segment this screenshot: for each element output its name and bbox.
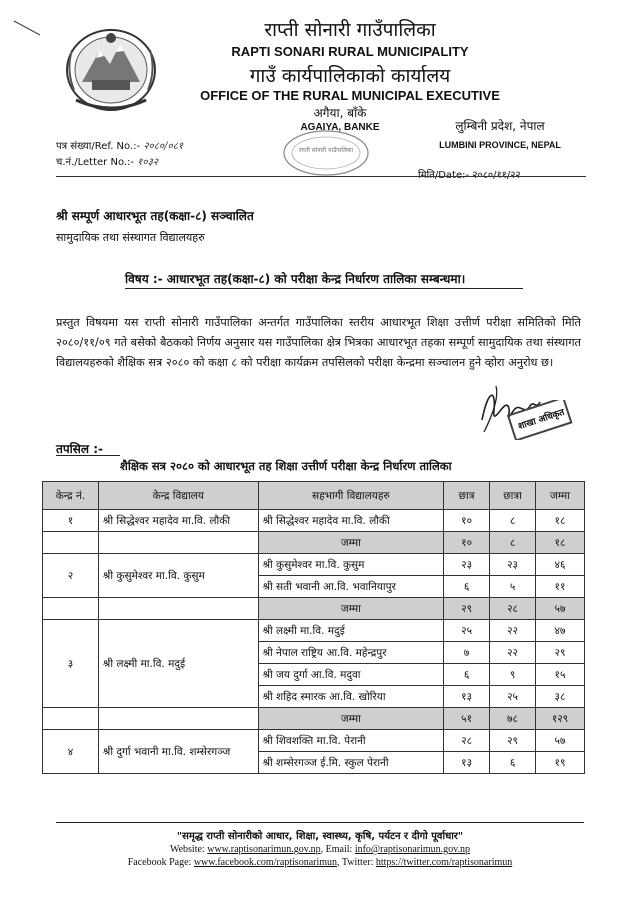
center-school: श्री सिद्धेश्वर महादेव मा.वि. लौकी xyxy=(98,510,258,532)
total-count: ११ xyxy=(536,576,585,598)
subtotal-row xyxy=(43,532,585,554)
center-no: ३ xyxy=(43,620,99,708)
boys-count: ६ xyxy=(444,664,490,686)
subtotal-girls: २८ xyxy=(490,598,536,620)
table-title: शैक्षिक सत्र २०८० को आधारभूत तह शिक्षा उत्तीर्ण परीक्षा केन्द्र निर्धारण तालिका xyxy=(120,459,452,473)
office-stamp-text: राप्ती सोनारी गाउँपालिका xyxy=(298,147,354,154)
header-participating-schools: सहभागी विद्यालयहरु xyxy=(258,482,444,510)
office-name-nepali: गाउँ कार्यपालिकाको कार्यालय xyxy=(249,65,451,87)
participating-school: श्री शिवशक्ति मा.वि. पेरानी xyxy=(258,730,444,752)
center-no: १ xyxy=(43,510,99,532)
municipality-name-nepali: राप्ती सोनारी गाउँपालिका xyxy=(264,19,436,41)
reference-value: २०८०/०८१ xyxy=(143,141,184,152)
girls-count: ५ xyxy=(490,576,536,598)
table-row xyxy=(43,510,585,532)
subject-underline xyxy=(125,288,523,289)
total-count: ४६ xyxy=(536,554,585,576)
subtotal-boys: २९ xyxy=(444,598,490,620)
girls-count: २९ xyxy=(490,730,536,752)
date-value: २०८०/११/२२ xyxy=(472,170,521,181)
subtotal-label: जम्मा xyxy=(258,598,444,620)
boys-count: २८ xyxy=(444,730,490,752)
girls-count: २५ xyxy=(490,686,536,708)
participating-school: श्री लक्ष्मी मा.वि. मदुई xyxy=(258,620,444,642)
email-link[interactable]: info@raptisonarimun.gov.np xyxy=(354,844,471,855)
participating-school: श्री सती भवानी आ.वि. भवानियापुर xyxy=(258,576,444,598)
girls-count: ८ xyxy=(490,510,536,532)
facebook-label: Facebook Page: xyxy=(127,857,192,868)
recipient-line-1: श्री सम्पूर्ण आधारभूत तह(कक्षा-८) सञ्चालित xyxy=(56,209,254,223)
girls-count: २३ xyxy=(490,554,536,576)
table-row xyxy=(43,730,585,752)
footer-contact-line xyxy=(56,844,584,855)
total-count: ४७ xyxy=(536,620,585,642)
twitter-label: , Twitter: xyxy=(337,857,374,868)
boys-count: १० xyxy=(444,510,490,532)
letter-value: १०३२ xyxy=(137,157,159,168)
reference-label: पत्र संख्या/Ref. No.:- xyxy=(56,141,141,152)
letter-subject: विषय :- आधारभूत तह(कक्षा-८) को परीक्षा केन्द्र निर्धारण तालिका सम्बन्धमा। xyxy=(125,272,466,286)
recipient-line-2: सामुदायिक तथा संस्थागत विद्यालयहरु xyxy=(56,231,205,244)
subtotal-label: जम्मा xyxy=(258,532,444,554)
header-divider xyxy=(56,176,586,177)
girls-count: २२ xyxy=(490,642,536,664)
center-school: श्री कुसुमेश्वर मा.वि. कुसुम xyxy=(98,554,258,598)
details-label: तपसिल :- xyxy=(56,442,103,456)
center-school: श्री दुर्गा भवानी मा.वि. शम्सेरगञ्ज xyxy=(98,730,258,774)
total-count: १८ xyxy=(536,510,585,532)
footer-divider xyxy=(56,822,584,823)
girls-count: २२ xyxy=(490,620,536,642)
address-nepali: अगैया, बाँके xyxy=(313,106,367,120)
header-total: जम्मा xyxy=(536,482,585,510)
details-underline xyxy=(56,455,120,456)
subtotal-total: १२९ xyxy=(536,708,585,730)
reference-number xyxy=(56,138,183,152)
website-label: Website: xyxy=(169,844,205,855)
center-no: २ xyxy=(43,554,99,598)
subtotal-row xyxy=(43,708,585,730)
subtotal-label: जम्मा xyxy=(258,708,444,730)
footer-social-line xyxy=(40,857,600,868)
province-nepali: लुम्बिनी प्रदेश, नेपाल xyxy=(455,119,545,133)
exam-center-table xyxy=(42,481,585,774)
letter-number xyxy=(56,154,158,168)
participating-school: श्री नेपाल राष्ट्रिय आ.वि. महेन्द्रपुर xyxy=(258,642,444,664)
boys-count: २५ xyxy=(444,620,490,642)
subtotal-boys: १० xyxy=(444,532,490,554)
letter-body-paragraph: प्रस्तुत विषयमा यस राप्ती सोनारी गाउँपालिका अन्तर्गत गाउँपालिका स्तरीय आधारभूत शिक्षा उत्तीर्ण परीक्षा समितिको मिति २०८०/११/०९ गते बसेको बैठकको निर्णय अनुसार यस गाउँपालिका क्षेत्र भित्रका आधारभूत तहका सम्पूर्ण सामुदायिक तथा संस्थागत विद्यालयहरुको शैक्षिक सत्र २०८० को कक्षा ८ को परीक्षा कार्यक्रम तपसिलको परीक्षा केन्द्रमा सञ्चालन हुने व्होरा अनुरोध छ। xyxy=(56,316,581,369)
header-girls: छात्रा xyxy=(490,482,536,510)
letter-date xyxy=(418,167,521,181)
total-count: ३८ xyxy=(536,686,585,708)
participating-school: श्री शहिद स्मारक आ.वि. खोरिया xyxy=(258,686,444,708)
header-center-school: केन्द्र विद्यालय xyxy=(98,482,258,510)
twitter-link[interactable]: https://twitter.com/raptisonarimun xyxy=(375,857,513,868)
subtotal-total: ५७ xyxy=(536,598,585,620)
letter-label: च.नं./Letter No.:- xyxy=(56,157,135,168)
table-row xyxy=(43,554,585,576)
center-no: ४ xyxy=(43,730,99,774)
email-label: , Email: xyxy=(320,844,353,855)
total-count: ५७ xyxy=(536,730,585,752)
header-center-no: केन्द्र नं. xyxy=(43,482,99,510)
girls-count: ६ xyxy=(490,752,536,774)
boys-count: ७ xyxy=(444,642,490,664)
boys-count: १३ xyxy=(444,686,490,708)
subtotal-row xyxy=(43,598,585,620)
participating-school: श्री जय दुर्गा आ.वि. मदुवा xyxy=(258,664,444,686)
total-count: २९ xyxy=(536,642,585,664)
footer-motto: "समृद्ध राप्ती सोनारीको आधार, शिक्षा, स्वास्थ्य, कृषि, पर्यटन र दीगो पूर्वाधार" xyxy=(176,831,464,842)
subtotal-total: १८ xyxy=(536,532,585,554)
girls-count: ९ xyxy=(490,664,536,686)
participating-school: श्री सिद्धेश्वर महादेव मा.वि. लौकी xyxy=(258,510,444,532)
table-header-row xyxy=(43,482,585,510)
boys-count: १३ xyxy=(444,752,490,774)
subtotal-boys: ५१ xyxy=(444,708,490,730)
office-name-english: OFFICE OF THE RURAL MUNICIPAL EXECUTIVE xyxy=(200,88,500,103)
corner-scratch-mark xyxy=(12,18,42,38)
participating-school: श्री कुसुमेश्वर मा.वि. कुसुम xyxy=(258,554,444,576)
participating-school: श्री शम्सेरगञ्ज ई.मि. स्कुल पेरानी xyxy=(258,752,444,774)
address-english: AGAIYA, BANKE xyxy=(300,122,380,133)
table-row xyxy=(43,620,585,642)
municipality-emblem xyxy=(62,20,160,114)
subtotal-girls: ८ xyxy=(490,532,536,554)
municipality-name-english: RAPTI SONARI RURAL MUNICIPALITY xyxy=(231,44,469,59)
boys-count: ६ xyxy=(444,576,490,598)
subtotal-girls: ७८ xyxy=(490,708,536,730)
total-count: १५ xyxy=(536,664,585,686)
header-boys: छात्र xyxy=(444,482,490,510)
province-english: LUMBINI PROVINCE, NEPAL xyxy=(439,140,561,150)
boys-count: २३ xyxy=(444,554,490,576)
website-link[interactable]: www.raptisonarimun.gov.np xyxy=(207,844,321,855)
center-school: श्री लक्ष्मी मा.वि. मदुई xyxy=(98,620,258,708)
total-count: १९ xyxy=(536,752,585,774)
facebook-link[interactable]: www.facebook.com/raptisonarimun xyxy=(193,857,338,868)
officer-stamp-text: शाखा अधिकृत xyxy=(517,407,566,433)
date-label: मिति/Date:- xyxy=(418,170,470,181)
